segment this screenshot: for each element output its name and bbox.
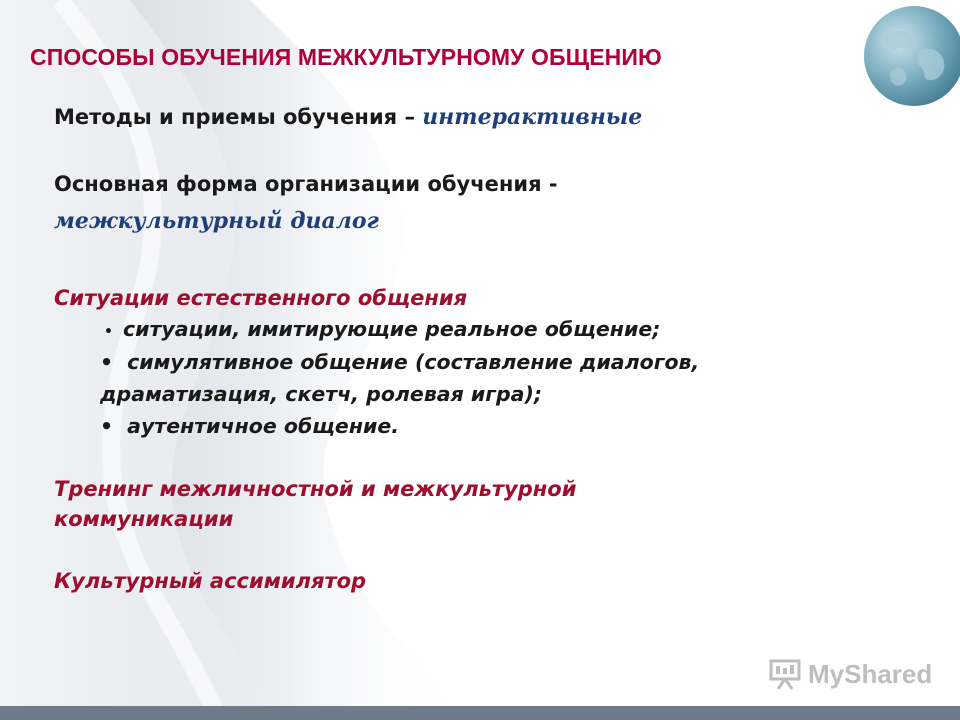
presentation-board-icon xyxy=(768,657,802,691)
form-label: Основная форма организации обучения - xyxy=(54,172,558,196)
bullet-icon: • xyxy=(100,350,114,374)
bullet-text: симулятивное общение (составление диалогов, xyxy=(127,350,700,374)
slide-title: СПОСОБЫ ОБУЧЕНИЯ МЕЖКУЛЬТУРНОМУ ОБЩЕНИЮ xyxy=(30,44,662,70)
situations-bullet-3 xyxy=(100,414,399,438)
training-line-2: коммуникации xyxy=(54,507,234,531)
globe-icon xyxy=(856,4,960,108)
methods-line xyxy=(54,104,642,130)
situations-heading: Ситуации естественного общения xyxy=(54,286,468,310)
watermark-text: MyShared xyxy=(808,658,933,689)
footer-bar xyxy=(0,706,960,720)
bullet-text: ситуации, имитирующие реальное общение; xyxy=(122,317,661,341)
bullet-text: аутентичное общение. xyxy=(127,414,400,438)
watermark-logo xyxy=(768,654,932,694)
form-value: межкультурный диалог xyxy=(54,208,379,234)
bullet-icon: • xyxy=(104,324,113,340)
situations-bullet-2-continued: драматизация, скетч, ролевая игра); xyxy=(100,382,543,406)
assimilator-heading: Культурный ассимилятор xyxy=(54,569,367,593)
situations-bullet-1 xyxy=(104,317,660,341)
situations-bullet-2 xyxy=(100,350,699,374)
methods-label: Методы и приемы обучения – xyxy=(54,105,423,129)
bullet-icon: • xyxy=(100,414,114,438)
training-line-1: Тренинг межличностной и межкультурной xyxy=(54,477,577,501)
methods-value: интерактивные xyxy=(422,104,643,130)
